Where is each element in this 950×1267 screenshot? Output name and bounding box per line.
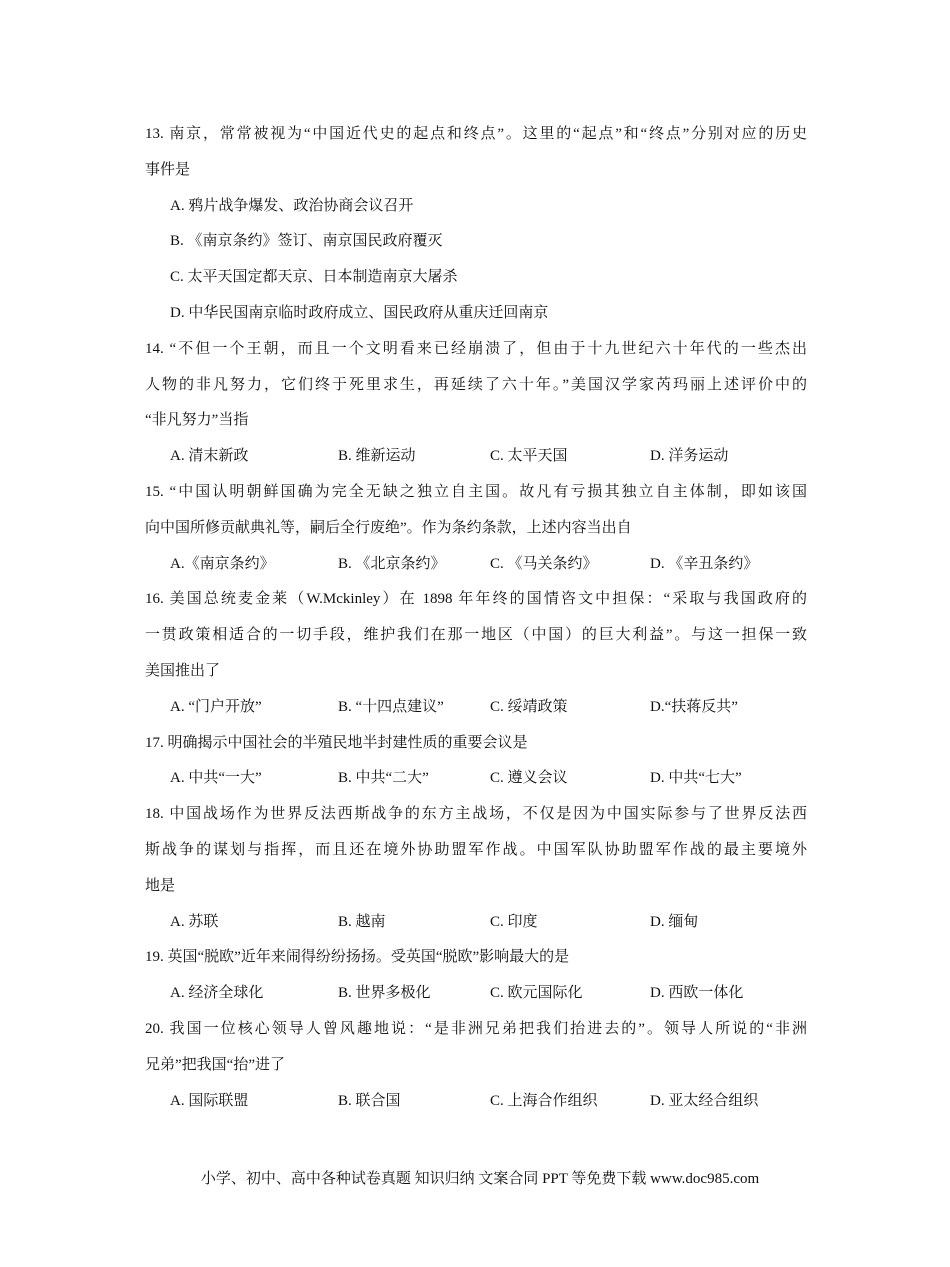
question-stem-line: 19. 英国“脱欧”近年来闹得纷纷扬扬。受英国“脱欧”影响最大的是 — [145, 949, 570, 966]
question-stem-line: 事件是 — [145, 161, 191, 178]
answer-options-row — [145, 547, 807, 583]
question-stem-line: 16. 美国总统麦金莱（W.Mckinley）在 1898 年年终的国情咨文中担保：“采取与我国政府的 — [145, 591, 807, 608]
question-stem-line: 13. 南京，常常被视为“中国近代史的起点和终点”。这里的“起点”和“终点”分别对应的历史 — [145, 126, 807, 142]
answer-option: A. 国际联盟 — [170, 1092, 249, 1109]
answer-option: D. 缅甸 — [650, 913, 699, 930]
answer-options-row — [145, 1084, 807, 1120]
answer-option: A. 经济全球化 — [170, 985, 264, 1002]
answer-option: D. 《辛丑条约》 — [650, 555, 759, 572]
answer-option: C. 太平天国 — [490, 448, 568, 465]
answer-options-row — [145, 905, 807, 941]
question-stem-line: 地是 — [145, 877, 176, 894]
answer-option: A. 清末新政 — [170, 448, 249, 465]
answer-option: B. 联合国 — [338, 1092, 401, 1109]
question-15 — [145, 475, 807, 582]
footer-text: 小学、初中、高中各种试卷真题 知识归纳 文案合同 PPT 等免费下载 www.doc985.com — [200, 1171, 760, 1187]
answer-option: C. 上海合作组织 — [490, 1092, 598, 1109]
question-13 — [145, 117, 807, 332]
question-14 — [145, 332, 807, 475]
question-stem-line: 一贯政策相适合的一切手段，维护我们在那一地区（中国）的巨大利益”。与这一担保一致 — [145, 627, 807, 644]
answer-option: B. 维新运动 — [338, 448, 416, 465]
answer-option: C. 印度 — [490, 913, 538, 930]
answer-option: C. 太平天国定都天京、日本制造南京大屠杀 — [170, 269, 458, 286]
answer-option: A.《南京条约》 — [170, 555, 275, 572]
question-stem-line: 向中国所修贡献典礼等，嗣后全行废绝”。作为条约条款，上述内容当出自 — [145, 519, 632, 536]
question-19 — [145, 940, 807, 1012]
answer-option: C. 绥靖政策 — [490, 698, 568, 715]
answer-option: A. 中共“一大” — [170, 770, 262, 787]
exam-page — [145, 117, 807, 1119]
answer-option: A. 苏联 — [170, 913, 219, 930]
question-stem-line: 18. 中国战场作为世界反法西斯战争的东方主战场，不仅是因为中国实际参与了世界反法西 — [145, 806, 807, 823]
answer-option: C. 遵义会议 — [490, 770, 568, 787]
question-stem-line: “非凡努力”当指 — [145, 412, 249, 429]
question-16 — [145, 582, 807, 725]
question-stem-line: 17. 明确揭示中国社会的半殖民地半封建性质的重要会议是 — [145, 734, 528, 751]
answer-option: A. “门户开放” — [170, 698, 262, 715]
answer-option: B. 世界多极化 — [338, 985, 431, 1002]
answer-options-row — [145, 439, 807, 475]
question-stem-line: 人物的非凡努力，它们终于死里求生，再延续了六十年。”美国汉学家芮玛丽上述评价中的 — [145, 376, 807, 393]
question-18 — [145, 797, 807, 940]
question-stem-line: 15. “中国认明朝鲜国确为完全无缺之独立自主国。故凡有亏损其独立自主体制，即如该国 — [145, 483, 807, 500]
answer-option: C. 《马关条约》 — [490, 555, 598, 572]
question-stem-line: 斯战争的谋划与指挥，而且还在境外协助盟军作战。中国军队协助盟军作战的最主要境外 — [145, 841, 807, 858]
answer-options-row — [145, 761, 807, 797]
answer-option: D.“扶蒋反共” — [650, 698, 738, 715]
answer-option: D. 中共“七大” — [650, 770, 742, 787]
answer-option: C. 欧元国际化 — [490, 985, 583, 1002]
question-stem-line: 20. 我国一位核心领导人曾风趣地说：“是非洲兄弟把我们抬进去的”。领导人所说的“非洲 — [145, 1020, 807, 1037]
answer-option: B. “十四点建议” — [338, 698, 444, 715]
question-stem-line: 美国推出了 — [145, 662, 221, 679]
answer-option: D. 中华民国南京临时政府成立、国民政府从重庆迁回南京 — [170, 304, 549, 321]
question-20 — [145, 1012, 807, 1119]
answer-option: B. 《南京条约》签订、南京国民政府覆灭 — [170, 233, 443, 250]
answer-option: D. 亚太经合组织 — [650, 1092, 759, 1109]
answer-option: B. 越南 — [338, 913, 386, 930]
question-17 — [145, 726, 807, 798]
answer-option: D. 西欧一体化 — [650, 985, 744, 1002]
answer-option: B. 《北京条约》 — [338, 555, 446, 572]
answer-option: B. 中共“二大” — [338, 770, 429, 787]
question-stem-line: 兄弟”把我国“抬”进了 — [145, 1056, 285, 1073]
answer-option: A. 鸦片战争爆发、政治协商会议召开 — [170, 197, 414, 214]
question-stem-line: 14. “不但一个王朝，而且一个文明看来已经崩溃了，但由于十九世纪六十年代的一些杰出 — [145, 340, 807, 357]
answer-option: D. 洋务运动 — [650, 448, 729, 465]
answer-options-row — [145, 690, 807, 726]
answer-options-row — [145, 976, 807, 1012]
